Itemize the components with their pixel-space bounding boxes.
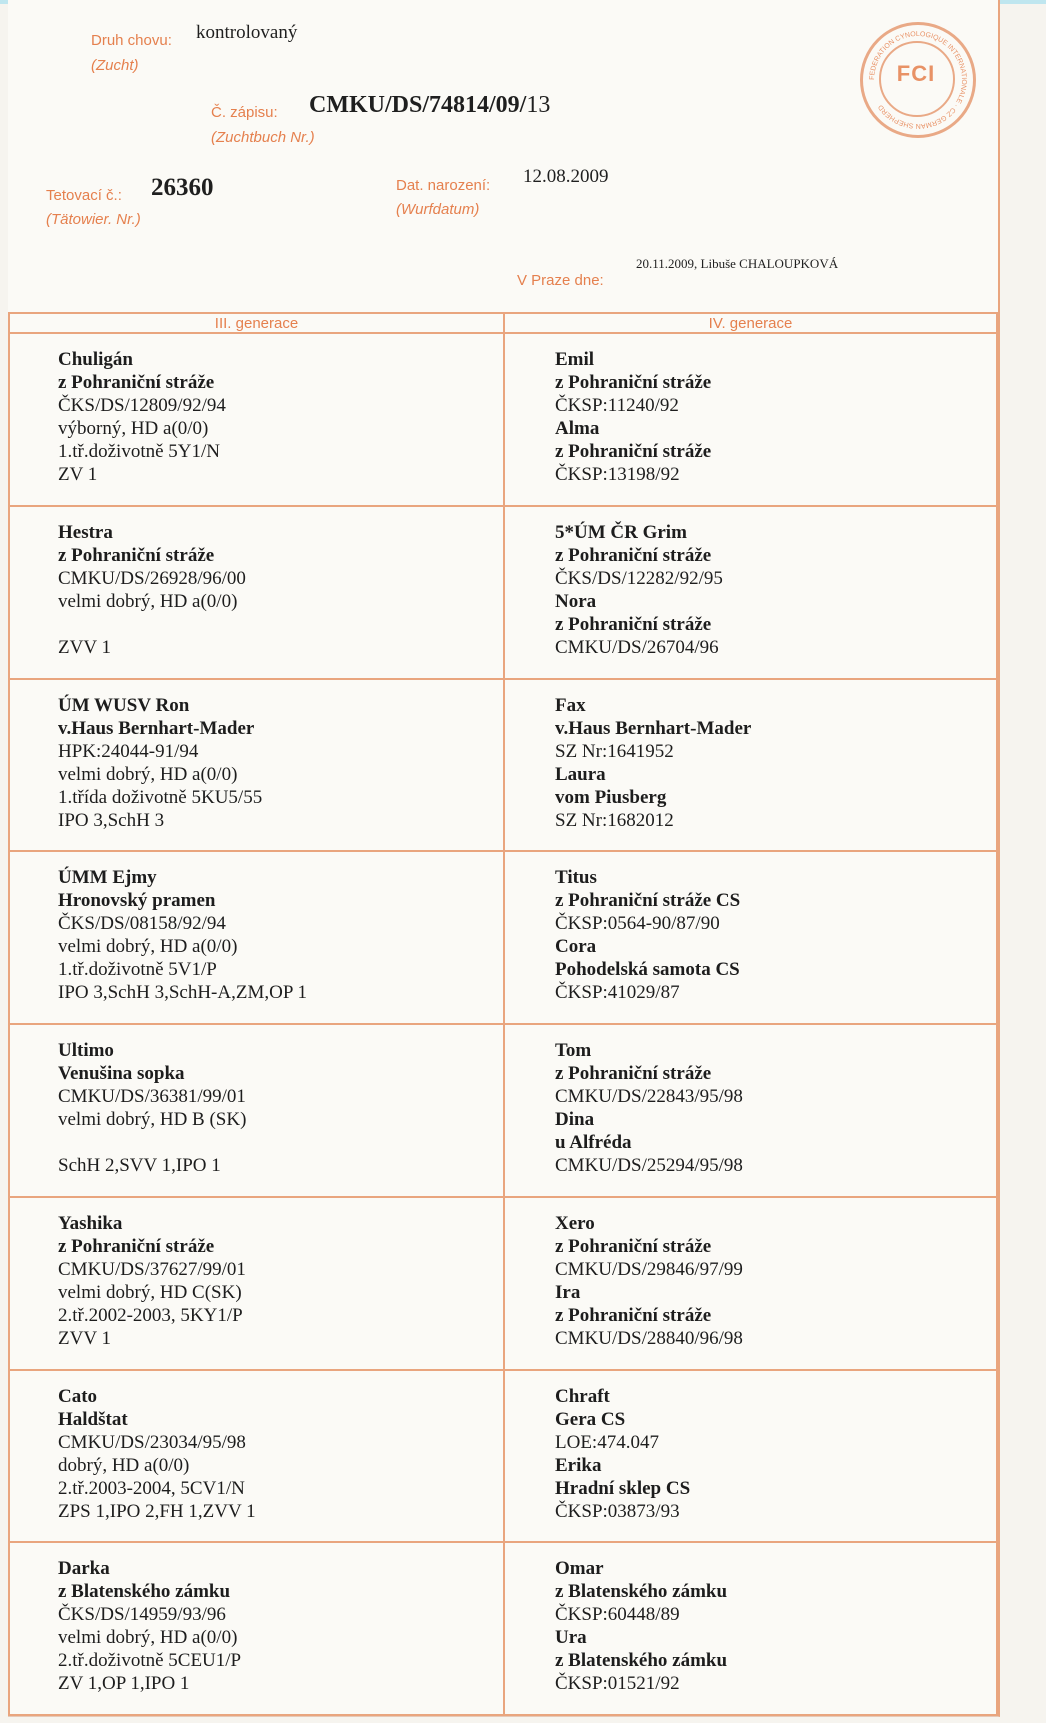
table-row [9, 506, 997, 679]
fourth-generation-cell [504, 1370, 997, 1543]
tattoo-label-de: (Tätowier. Nr.) [46, 211, 141, 228]
pedigree-line: Ira [555, 1281, 581, 1303]
pedigree-line: z Pohraniční stráže [555, 613, 712, 635]
pedigree-line: HPK:24044-91/94 [58, 740, 199, 762]
pedigree-line: velmi dobrý, HD B (SK) [58, 1109, 247, 1130]
table-row [9, 679, 997, 852]
pedigree-line: Titus [555, 867, 597, 889]
pedigree-line: IPO 3,SchH 3,SchH-A,ZM,OP 1 [58, 982, 307, 1004]
fourth-generation-cell [504, 333, 997, 506]
registry-label-de: (Zuchtbuch Nr.) [211, 129, 315, 146]
pedigree-line: 1.tř.doživotně 5V1/P [58, 959, 217, 981]
breed-label-de: (Zucht) [91, 57, 139, 74]
seal-fci-text: FCI [896, 61, 936, 86]
pedigree-line: Dina [555, 1109, 595, 1130]
third-generation-cell [9, 333, 504, 506]
pedigree-line: Venušina sopka [58, 1063, 185, 1084]
pedigree-line: 2.tř.2002-2003, 5KY1/P [58, 1304, 243, 1326]
fci-seal [860, 22, 976, 138]
registry-label: Č. zápisu: [211, 104, 278, 121]
birth-label: Dat. narození: [396, 177, 491, 194]
pedigree-line: velmi dobrý, HD a(0/0) [58, 1627, 238, 1649]
place-value: 20.11.2009, Libuše CHALOUPKOVÁ [636, 256, 839, 271]
pedigree-line: u Alfréda [555, 1132, 632, 1153]
pedigree-line: Erika [555, 1454, 602, 1476]
third-generation-cell [9, 1197, 504, 1370]
pedigree-body [9, 333, 997, 1715]
pedigree-line: z Blatenského zámku [58, 1581, 231, 1603]
pedigree-line: ČKS/DS/08158/92/94 [58, 913, 226, 935]
pedigree-line: Hestra [58, 521, 113, 543]
table-row [9, 1197, 997, 1370]
pedigree-line: ČKSP:01521/92 [555, 1673, 680, 1695]
table-row [9, 851, 997, 1024]
pedigree-line [58, 1131, 491, 1154]
pedigree-line: z Pohraniční stráže [555, 372, 712, 393]
pedigree-line: z Pohraniční stráže CS [555, 890, 741, 912]
birth-value: 12.08.2009 [523, 166, 609, 187]
pedigree-line: v.Haus Bernhart-Mader [555, 717, 752, 739]
pedigree-line: 1.třída doživotně 5KU5/55 [58, 786, 263, 808]
pedigree-line: 2.tř.2003-2004, 5CV1/N [58, 1477, 245, 1499]
registry-value: CMKU/DS/74814/09/13 [309, 92, 551, 118]
pedigree-line: Cato [58, 1385, 98, 1407]
third-generation-cell [9, 506, 504, 679]
fourth-generation-cell [504, 1024, 997, 1197]
pedigree-line: Emil [555, 349, 595, 370]
pedigree-line: z Pohraniční stráže [58, 372, 215, 393]
pedigree-line: z Pohraniční stráže [58, 1235, 215, 1257]
pedigree-line: Cora [555, 936, 597, 958]
pedigree-line: CMKU/DS/28840/96/98 [555, 1327, 743, 1349]
pedigree-line: SchH 2,SVV 1,IPO 1 [58, 1155, 221, 1176]
pedigree-line: Hronovský pramen [58, 890, 216, 912]
pedigree-table [8, 312, 998, 1716]
pedigree-line: ČKSP:60448/89 [555, 1604, 680, 1626]
pedigree-line: velmi dobrý, HD a(0/0) [58, 936, 238, 958]
pedigree-line: Nora [555, 590, 597, 612]
pedigree-line: velmi dobrý, HD a(0/0) [58, 763, 238, 785]
pedigree-line: ZPS 1,IPO 2,FH 1,ZVV 1 [58, 1500, 256, 1522]
svg-text:FEDERATION CYNOLOGIQUE INTERNA: FEDERATION CYNOLOGIQUE INTERNATIONALE · CZ GERMAN SHEPHERD [868, 30, 968, 130]
pedigree-line: z Blatenského zámku [555, 1650, 728, 1672]
pedigree-line: z Pohraniční stráže [555, 1063, 712, 1084]
pedigree-line: ÚM WUSV Ron [58, 694, 190, 716]
breed-value: kontrolovaný [196, 22, 298, 43]
pedigree-line: CMKU/DS/22843/95/98 [555, 1086, 743, 1107]
pedigree-line: 5*ÚM ČR Grim [555, 521, 687, 543]
pedigree-line: Yashika [58, 1212, 123, 1234]
pedigree-line: z Pohraniční stráže [555, 441, 712, 462]
pedigree-line: CMKU/DS/26704/96 [555, 636, 719, 658]
pedigree-line: v.Haus Bernhart-Mader [58, 717, 255, 739]
pedigree-line: Alma [555, 418, 600, 439]
pedigree-line: Xero [555, 1212, 595, 1234]
col-fourth-generation: IV. generace [504, 313, 997, 333]
table-row [9, 1542, 997, 1715]
pedigree-line: CMKU/DS/26928/96/00 [58, 567, 246, 589]
fourth-generation-cell [504, 851, 997, 1024]
pedigree-line: z Pohraniční stráže [555, 544, 712, 566]
pedigree-line: CMKU/DS/29846/97/99 [555, 1258, 743, 1280]
pedigree-line: ÚMM Ejmy [58, 867, 157, 889]
tattoo-label: Tetovací č.: [46, 187, 122, 204]
table-row [9, 1024, 997, 1197]
pedigree-line: Ultimo [58, 1040, 114, 1061]
third-generation-cell [9, 679, 504, 852]
pedigree-line: ZV 1,OP 1,IPO 1 [58, 1673, 190, 1695]
pedigree-line: Haldštat [58, 1408, 128, 1430]
pedigree-line: ČKSP:41029/87 [555, 982, 680, 1004]
birth-label-de: (Wurfdatum) [396, 201, 480, 218]
pedigree-line: Ura [555, 1627, 587, 1649]
pedigree-line: 1.tř.doživotně 5Y1/N [58, 441, 221, 462]
pedigree-line: Chuligán [58, 349, 133, 370]
table-header-row [9, 313, 997, 333]
pedigree-line: CMKU/DS/25294/95/98 [555, 1155, 743, 1176]
pedigree-line: z Pohraniční stráže [58, 544, 215, 566]
pedigree-line: Laura [555, 763, 606, 785]
pedigree-line: CMKU/DS/36381/99/01 [58, 1086, 246, 1107]
third-generation-cell [9, 851, 504, 1024]
pedigree-line: ZVV 1 [58, 1327, 111, 1349]
tattoo-value: 26360 [151, 174, 214, 201]
fourth-generation-cell [504, 679, 997, 852]
fourth-generation-cell [504, 1542, 997, 1715]
third-generation-cell [9, 1024, 504, 1197]
breed-label: Druh chovu: [91, 32, 172, 49]
pedigree-line: ČKS/DS/14959/93/96 [58, 1604, 226, 1626]
pedigree-line: ZVV 1 [58, 636, 111, 658]
place-label: V Praze dne: [517, 272, 604, 289]
pedigree-line: Pohodelská samota CS [555, 959, 740, 981]
pedigree-line: LOE:474.047 [555, 1431, 659, 1453]
pedigree-line: ZV 1 [58, 464, 98, 485]
pedigree-line: CMKU/DS/37627/99/01 [58, 1258, 246, 1280]
pedigree-line: výborný, HD a(0/0) [58, 418, 209, 439]
pedigree-line: z Pohraniční stráže [555, 1304, 712, 1326]
third-generation-cell [9, 1370, 504, 1543]
pedigree-line: Tom [555, 1040, 592, 1061]
pedigree-line: Fax [555, 694, 586, 716]
pedigree-line: vom Piusberg [555, 786, 667, 808]
table-row [9, 1370, 997, 1543]
pedigree-line: ČKSP:03873/93 [555, 1500, 680, 1522]
pedigree-line: z Blatenského zámku [555, 1581, 728, 1603]
pedigree-line: IPO 3,SchH 3 [58, 809, 165, 831]
table-row [9, 333, 997, 506]
seal-ring-text [863, 25, 973, 135]
pedigree-line: ČKS/DS/12282/92/95 [555, 567, 723, 589]
pedigree-line: Chraft [555, 1385, 610, 1407]
pedigree-line: ČKSP:13198/92 [555, 464, 680, 485]
pedigree-line: CMKU/DS/23034/95/98 [58, 1431, 246, 1453]
pedigree-line: Omar [555, 1558, 604, 1580]
fourth-generation-cell [504, 506, 997, 679]
pedigree-line: Darka [58, 1558, 110, 1580]
pedigree-line [58, 613, 491, 636]
pedigree-line: ČKS/DS/12809/92/94 [58, 395, 226, 416]
pedigree-line: Gera CS [555, 1408, 626, 1430]
pedigree-line: velmi dobrý, HD C(SK) [58, 1281, 242, 1303]
third-generation-cell [9, 1542, 504, 1715]
pedigree-line: z Pohraniční stráže [555, 1235, 712, 1257]
pedigree-line: SZ Nr:1682012 [555, 809, 674, 831]
pedigree-line: 2.tř.doživotně 5CEU1/P [58, 1650, 242, 1672]
fourth-generation-cell [504, 1197, 997, 1370]
col-third-generation: III. generace [9, 313, 504, 333]
pedigree-line: velmi dobrý, HD a(0/0) [58, 590, 238, 612]
pedigree-line: SZ Nr:1641952 [555, 740, 674, 762]
pedigree-line: ČKSP:11240/92 [555, 395, 679, 416]
pedigree-line: Hradní sklep CS [555, 1477, 691, 1499]
pedigree-line: dobrý, HD a(0/0) [58, 1454, 190, 1476]
pedigree-line: ČKSP:0564-90/87/90 [555, 913, 720, 935]
